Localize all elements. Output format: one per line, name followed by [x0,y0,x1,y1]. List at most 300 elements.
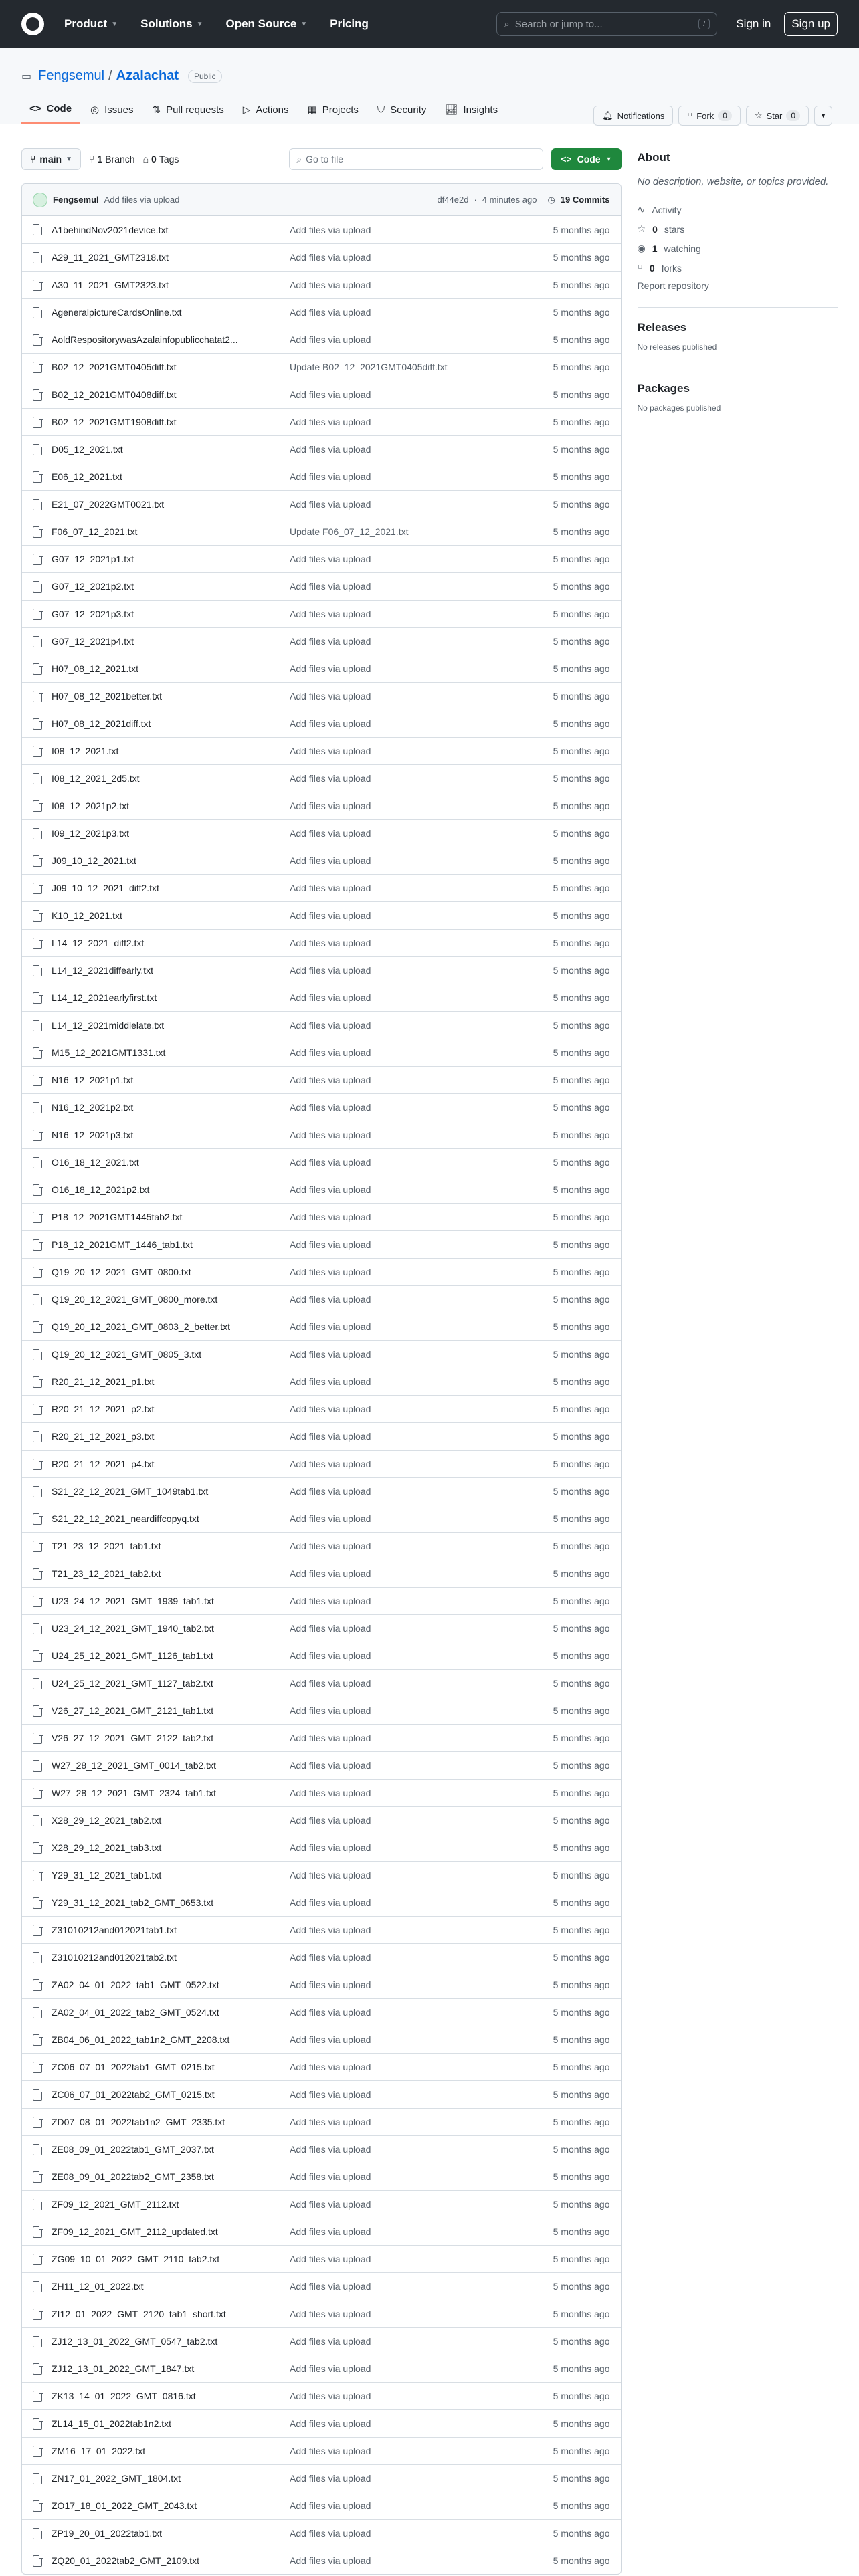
tab-code[interactable]: <> Code [21,96,80,124]
file-commit-message[interactable]: Add files via upload [290,1513,371,1524]
github-logo-icon[interactable] [21,13,44,35]
file-commit-message[interactable]: Add files via upload [290,581,371,592]
file-commit-message[interactable]: Add files via upload [290,2226,371,2237]
file-name-link[interactable]: Q19_20_12_2021_GMT_0805_3.txt [52,1349,202,1360]
file-icon [33,1925,42,1936]
table-row[interactable] [22,929,621,956]
file-name-link[interactable]: N16_12_2021p2.txt [52,1102,134,1113]
file-commit-message[interactable]: Add files via upload [290,2500,371,2511]
tab-security[interactable]: ⛉ Security [377,104,427,116]
file-commit-message[interactable]: Add files via upload [290,773,371,784]
file-name-link[interactable]: G07_12_2021p1.txt [52,554,134,564]
file-name-link[interactable]: L14_12_2021_diff2.txt [52,938,145,948]
signin-link[interactable]: Sign in [736,17,771,30]
file-commit-message[interactable]: Add files via upload [290,1568,371,1579]
file-name-link[interactable]: G07_12_2021p3.txt [52,609,134,619]
file-name-link[interactable]: I08_12_2021_2d5.txt [52,773,140,784]
file-name-link[interactable]: S21_22_12_2021_GMT_1049tab1.txt [52,1486,209,1497]
file-commit-message[interactable]: Add files via upload [290,1897,371,1908]
file-name-link[interactable]: U23_24_12_2021_GMT_1940_tab2.txt [52,1623,214,1634]
table-row[interactable] [22,2163,621,2190]
file-commit-message[interactable]: Add files via upload [290,1788,371,1798]
search-icon: ⌕ [504,18,510,30]
file-commit-message[interactable]: Add files via upload [290,636,371,647]
table-row[interactable] [22,2026,621,2053]
file-name-link[interactable]: L14_12_2021earlyfirst.txt [52,992,157,1003]
file-commit-message[interactable]: Add files via upload [290,471,371,482]
code-button[interactable]: <> Code ▼ [551,148,621,170]
table-row[interactable] [22,2053,621,2080]
star-dropdown-button[interactable] [814,106,832,126]
file-name-link[interactable]: ZM16_17_01_2022.txt [52,2446,146,2456]
file-commit-message[interactable]: Add files via upload [290,1870,371,1881]
file-name-link[interactable]: ZC06_07_01_2022tab1_GMT_0215.txt [52,2062,215,2072]
file-commit-message[interactable]: Add files via upload [290,800,371,811]
table-row[interactable] [22,408,621,435]
file-name-link[interactable]: ZJ12_13_01_2022_GMT_1847.txt [52,2363,195,2374]
fork-button[interactable]: ⑂ Fork 0 [678,106,741,126]
file-commit-message[interactable]: Add files via upload [290,1130,371,1140]
file-commit-message[interactable]: Add files via upload [290,2391,371,2401]
file-commit-message[interactable]: Add files via upload [290,910,371,921]
table-row[interactable] [22,243,621,271]
file-name-link[interactable]: ZD07_08_01_2022tab1n2_GMT_2335.txt [52,2117,225,2127]
file-commit-message[interactable]: Add files via upload [290,2199,371,2210]
table-row[interactable] [22,2108,621,2135]
file-commit-message[interactable]: Add files via upload [290,1267,371,1277]
file-name-link[interactable]: V26_27_12_2021_GMT_2122_tab2.txt [52,1733,214,1743]
file-commit-message[interactable]: Add files via upload [290,252,371,263]
file-commit-message[interactable]: Add files via upload [290,1075,371,1085]
file-name-link[interactable]: I09_12_2021p3.txt [52,828,129,839]
table-row[interactable] [22,682,621,710]
file-commit-message[interactable]: Add files via upload [290,1678,371,1689]
table-row[interactable] [22,627,621,655]
table-row[interactable] [22,1066,621,1093]
file-name-link[interactable]: Q19_20_12_2021_GMT_0800_more.txt [52,1294,218,1305]
nav-pricing[interactable]: Pricing [330,17,369,30]
file-commit-message[interactable]: Add files via upload [290,1212,371,1222]
file-commit-message[interactable]: Add files via upload [290,1979,371,1990]
table-row[interactable] [22,1532,621,1560]
file-commit-message[interactable]: Add files via upload [290,2117,371,2127]
table-row[interactable] [22,216,621,243]
file-commit-message[interactable]: Add files via upload [290,2034,371,2045]
file-name-link[interactable]: O16_18_12_2021.txt [52,1157,139,1168]
file-name-link[interactable]: Q19_20_12_2021_GMT_0800.txt [52,1267,191,1277]
table-row[interactable] [22,1039,621,1066]
file-commit-message[interactable]: Add files via upload [290,883,371,893]
table-row[interactable] [22,2300,621,2327]
nav-solutions[interactable]: Solutions ▼ [140,17,203,30]
file-commit-message[interactable]: Add files via upload [290,389,371,400]
file-name-link[interactable]: G07_12_2021p4.txt [52,636,134,647]
file-commit-message[interactable]: Add files via upload [290,1705,371,1716]
file-commit-message[interactable]: Add files via upload [290,2336,371,2347]
table-row[interactable] [22,2519,621,2547]
tab-actions[interactable]: ▷ Actions [242,104,289,116]
file-commit-message[interactable]: Add files via upload [290,1349,371,1360]
file-commit-message[interactable]: Add files via upload [290,1733,371,1743]
table-row[interactable] [22,1450,621,1477]
file-name-link[interactable]: ZG09_10_01_2022_GMT_2110_tab2.txt [52,2254,220,2264]
file-name-link[interactable]: N16_12_2021p1.txt [52,1075,134,1085]
table-row[interactable] [22,2327,621,2355]
table-row[interactable] [22,1806,621,1834]
file-name-link[interactable]: J09_10_12_2021_diff2.txt [52,883,159,893]
file-commit-message[interactable]: Add files via upload [290,828,371,839]
file-commit-message[interactable]: Add files via upload [290,2446,371,2456]
table-row[interactable] [22,1148,621,1176]
file-name-link[interactable]: W27_28_12_2021_GMT_2324_tab1.txt [52,1788,216,1798]
table-row[interactable] [22,1614,621,1642]
tab-insights[interactable]: 📈︎ Insights [445,104,498,116]
file-commit-message[interactable]: Add files via upload [290,718,371,729]
file-commit-message[interactable]: Add files via upload [290,2528,371,2539]
file-commit-message[interactable]: Add files via upload [290,1459,371,1469]
file-commit-message[interactable]: Add files via upload [290,2309,371,2319]
table-row[interactable] [22,1285,621,1313]
watching-link[interactable]: ◉ 1 watching [637,243,701,254]
file-commit-message[interactable]: Update B02_12_2021GMT0405diff.txt [290,362,448,372]
file-commit-message[interactable]: Add files via upload [290,2062,371,2072]
file-name-link[interactable]: ZF09_12_2021_GMT_2112.txt [52,2199,179,2210]
table-row[interactable] [22,847,621,874]
table-row[interactable] [22,2464,621,2492]
file-commit-message[interactable]: Add files via upload [290,2144,371,2155]
file-commit-message[interactable]: Add files via upload [290,1376,371,1387]
file-commit-message[interactable]: Add files via upload [290,1815,371,1826]
activity-link[interactable]: ∿ Activity [637,204,682,215]
table-row[interactable] [22,1422,621,1450]
table-row[interactable] [22,956,621,984]
file-commit-message[interactable]: Add files via upload [290,1623,371,1634]
table-row[interactable] [22,1916,621,1943]
file-name-link[interactable]: R20_21_12_2021_p2.txt [52,1404,155,1414]
table-row[interactable] [22,353,621,381]
table-row[interactable] [22,1669,621,1697]
file-name-link[interactable]: ZO17_18_01_2022_GMT_2043.txt [52,2500,197,2511]
table-row[interactable] [22,1971,621,1998]
table-row[interactable] [22,984,621,1011]
table-row[interactable] [22,2547,621,2574]
file-commit-message[interactable]: Add files via upload [290,280,371,290]
signup-button[interactable]: Sign up [784,12,838,36]
table-row[interactable] [22,1642,621,1669]
file-name-link[interactable]: ZP19_20_01_2022tab1.txt [52,2528,163,2539]
stars-link[interactable]: ☆ 0 stars [637,223,685,235]
file-name-link[interactable]: N16_12_2021p3.txt [52,1130,134,1140]
file-name-link[interactable]: U23_24_12_2021_GMT_1939_tab1.txt [52,1596,214,1606]
table-row[interactable] [22,326,621,353]
branches-link[interactable]: ⑂ 1 Branch [89,154,135,165]
file-commit-message[interactable]: Add files via upload [290,746,371,756]
table-row[interactable] [22,435,621,463]
table-row[interactable] [22,463,621,490]
table-row[interactable] [22,600,621,627]
file-name-link[interactable]: A1behindNov2021device.txt [52,224,169,235]
file-commit-message[interactable]: Add files via upload [290,1486,371,1497]
file-name-link[interactable]: AoldRespositorywasAzalainfopublicchatat2... [52,334,238,345]
file-commit-message[interactable]: Add files via upload [290,1925,371,1935]
file-name-link[interactable]: T21_23_12_2021_tab2.txt [52,1568,161,1579]
file-commit-message[interactable]: Add files via upload [290,2418,371,2429]
file-commit-message[interactable]: Add files via upload [290,499,371,510]
repo-owner-link[interactable]: Fengsemul [38,68,105,83]
file-name-link[interactable]: ZA02_04_01_2022_tab2_GMT_0524.txt [52,2007,219,2018]
file-commit-message[interactable]: Add files via upload [290,965,371,976]
commit-message[interactable]: Add files via upload [104,195,180,205]
file-name-link[interactable]: S21_22_12_2021_neardiffcopyq.txt [52,1513,199,1524]
file-commit-message[interactable]: Add files via upload [290,2363,371,2374]
tab-pull-requests[interactable]: ⇅ Pull requests [152,104,224,116]
table-row[interactable] [22,1889,621,1916]
file-commit-message[interactable]: Add files via upload [290,1596,371,1606]
file-commit-message[interactable]: Add files via upload [290,1294,371,1305]
file-name-link[interactable]: ZA02_04_01_2022_tab1_GMT_0522.txt [52,1979,219,1990]
file-name-link[interactable]: F06_07_12_2021.txt [52,526,138,537]
branch-icon: ⑂ [89,154,95,165]
file-name-link[interactable]: G07_12_2021p2.txt [52,581,134,592]
table-row[interactable] [22,1861,621,1889]
table-row[interactable] [22,1176,621,1203]
file-commit-message[interactable]: Add files via upload [290,1842,371,1853]
table-row[interactable] [22,1313,621,1340]
file-name-link[interactable]: V26_27_12_2021_GMT_2121_tab1.txt [52,1705,214,1716]
table-row[interactable] [22,2355,621,2382]
file-name-link[interactable]: L14_12_2021diffearly.txt [52,965,154,976]
file-commit-message[interactable]: Add files via upload [290,1650,371,1661]
file-commit-message[interactable]: Add files via upload [290,444,371,455]
file-name-link[interactable]: Z31010212and012021tab1.txt [52,1925,177,1935]
file-name-link[interactable]: I08_12_2021p2.txt [52,800,129,811]
file-commit-message[interactable]: Add files via upload [290,938,371,948]
file-commit-message[interactable]: Add files via upload [290,307,371,318]
commit-hash[interactable]: df44e2d [437,195,469,205]
file-commit-message[interactable]: Update F06_07_12_2021.txt [290,526,409,537]
tab-issues[interactable]: ◎ Issues [90,104,134,116]
table-row[interactable] [22,1093,621,1121]
file-name-link[interactable]: ZB04_06_01_2022_tab1n2_GMT_2208.txt [52,2034,230,2045]
search-input[interactable]: ⌕ Search or jump to... / [496,12,717,36]
file-commit-message[interactable]: Add files via upload [290,1952,371,1963]
table-row[interactable] [22,1230,621,1258]
file-commit-message[interactable]: Add files via upload [290,1404,371,1414]
file-name-link[interactable]: ZF09_12_2021_GMT_2112_updated.txt [52,2226,218,2237]
table-row[interactable] [22,2135,621,2163]
branch-selector[interactable]: ⑂ main ▼ [21,148,81,170]
file-name-link[interactable]: ZJ12_13_01_2022_GMT_0547_tab2.txt [52,2336,218,2347]
file-commit-message[interactable]: Add files via upload [290,1239,371,1250]
file-name-link[interactable]: L14_12_2021middlelate.txt [52,1020,165,1031]
file-commit-message[interactable]: Add files via upload [290,417,371,427]
file-name-link[interactable]: ZE08_09_01_2022tab1_GMT_2037.txt [52,2144,214,2155]
table-row[interactable] [22,792,621,819]
go-to-file-input[interactable]: ⌕ Go to file [289,148,543,170]
file-name-link[interactable]: B02_12_2021GMT0405diff.txt [52,362,177,372]
file-commit-message[interactable]: Add files via upload [290,992,371,1003]
table-row[interactable] [22,710,621,737]
table-row[interactable] [22,1724,621,1751]
file-name-link[interactable]: Z31010212and012021tab2.txt [52,1952,177,1963]
table-row[interactable] [22,764,621,792]
file-name-link[interactable]: W27_28_12_2021_GMT_0014_tab2.txt [52,1760,216,1771]
file-commit-message[interactable]: Add files via upload [290,1020,371,1031]
file-name-link[interactable]: H07_08_12_2021diff.txt [52,718,151,729]
file-name-link[interactable]: E06_12_2021.txt [52,471,122,482]
commit-author[interactable]: Fengsemul [53,195,99,205]
table-row[interactable] [22,271,621,298]
file-name-link[interactable]: AgeneralpictureCardsOnline.txt [52,307,182,318]
file-name-link[interactable]: R20_21_12_2021_p4.txt [52,1459,155,1469]
file-commit-message[interactable]: Add files via upload [290,2089,371,2100]
file-name-link[interactable]: M15_12_2021GMT1331.txt [52,1047,166,1058]
table-row[interactable] [22,518,621,545]
table-row[interactable] [22,1121,621,1148]
star-button[interactable]: ☆ Star 0 [746,106,809,126]
file-name-link[interactable]: ZI12_01_2022_GMT_2120_tab1_short.txt [52,2309,226,2319]
file-name-link[interactable]: B02_12_2021GMT1908diff.txt [52,417,177,427]
table-row[interactable] [22,490,621,518]
table-row[interactable] [22,1368,621,1395]
file-name-link[interactable]: O16_18_12_2021p2.txt [52,1184,150,1195]
file-name-link[interactable]: ZK13_14_01_2022_GMT_0816.txt [52,2391,196,2401]
table-row[interactable] [22,737,621,764]
file-commit-message[interactable]: Add files via upload [290,663,371,674]
table-row[interactable] [22,1834,621,1861]
table-row[interactable] [22,381,621,408]
repo-name-link[interactable]: Azalachat [116,68,179,83]
table-row[interactable] [22,1560,621,1587]
file-name-link[interactable]: ZE08_09_01_2022tab2_GMT_2358.txt [52,2171,214,2182]
file-commit-message[interactable]: Add files via upload [290,2171,371,2182]
report-repository-link[interactable]: Report repository [637,280,709,291]
file-commit-message[interactable]: Add files via upload [290,1431,371,1442]
nav-open-source[interactable]: Open Source ▼ [225,17,308,30]
file-name-link[interactable]: P18_12_2021GMT_1446_tab1.txt [52,1239,193,1250]
file-name-link[interactable]: U24_25_12_2021_GMT_1127_tab2.txt [52,1678,213,1689]
tags-link[interactable]: ⌂ 0 Tags [142,154,179,165]
table-row[interactable] [22,2190,621,2218]
table-row[interactable] [22,1505,621,1532]
table-row[interactable] [22,2409,621,2437]
table-row[interactable] [22,1587,621,1614]
file-commit-message[interactable]: Add files via upload [290,1102,371,1113]
table-row[interactable] [22,545,621,572]
table-row[interactable] [22,2080,621,2108]
table-row[interactable] [22,2492,621,2519]
file-commit-message[interactable]: Add files via upload [290,1321,371,1332]
table-row[interactable] [22,1340,621,1368]
table-row[interactable] [22,1697,621,1724]
file-commit-message[interactable]: Add files via upload [290,1184,371,1195]
file-name-link[interactable]: ZL14_15_01_2022tab1n2.txt [52,2418,172,2429]
file-commit-message[interactable]: Add files via upload [290,2473,371,2484]
file-name-link[interactable]: E21_07_2022GMT0021.txt [52,499,165,510]
releases-heading[interactable]: Releases [637,321,687,334]
file-name-link[interactable]: A29_11_2021_GMT2318.txt [52,252,169,263]
table-row[interactable] [22,1395,621,1422]
file-commit-message[interactable]: Add files via upload [290,2007,371,2018]
table-row[interactable] [22,1751,621,1779]
table-row[interactable] [22,1477,621,1505]
table-row[interactable] [22,2245,621,2272]
table-row[interactable] [22,655,621,682]
commits-count-link[interactable]: 19 Commits [560,195,610,205]
table-row[interactable] [22,819,621,847]
file-commit-time: 5 months ago [553,2391,610,2401]
table-row[interactable] [22,2218,621,2245]
table-row[interactable] [22,2272,621,2300]
file-commit-message[interactable]: Add files via upload [290,2555,371,2566]
file-name-link[interactable]: Y29_31_12_2021_tab2_GMT_0653.txt [52,1897,214,1908]
table-row[interactable] [22,874,621,901]
file-name-link[interactable]: H07_08_12_2021.txt [52,663,138,674]
avatar[interactable] [33,193,47,207]
file-commit-message[interactable]: Add files via upload [290,1047,371,1058]
file-name-link[interactable]: I08_12_2021.txt [52,746,119,756]
file-name-link[interactable]: Q19_20_12_2021_GMT_0803_2_better.txt [52,1321,230,1332]
file-name-link[interactable]: P18_12_2021GMT1445tab2.txt [52,1212,183,1222]
file-commit-message[interactable]: Add files via upload [290,1541,371,1551]
tab-projects[interactable]: ▦ Projects [307,104,359,116]
table-row[interactable] [22,1998,621,2026]
table-row[interactable] [22,298,621,326]
table-row[interactable] [22,1779,621,1806]
table-row[interactable] [22,1943,621,1971]
file-commit-message[interactable]: Add files via upload [290,691,371,702]
file-name-link[interactable]: D05_12_2021.txt [52,444,123,455]
file-commit-message[interactable]: Add files via upload [290,855,371,866]
file-name-link[interactable]: X28_29_12_2021_tab2.txt [52,1815,162,1826]
file-name-link[interactable]: J09_10_12_2021.txt [52,855,136,866]
table-row[interactable] [22,2382,621,2409]
file-commit-message[interactable]: Add files via upload [290,2254,371,2264]
table-row[interactable] [22,2437,621,2464]
table-row[interactable] [22,1011,621,1039]
file-name-link[interactable]: R20_21_12_2021_p3.txt [52,1431,155,1442]
packages-heading[interactable]: Packages [637,382,690,395]
file-name-link[interactable]: ZH11_12_01_2022.txt [52,2281,144,2292]
file-commit-message[interactable]: Add files via upload [290,554,371,564]
forks-link[interactable]: ⑂ 0 forks [637,262,682,274]
file-name-link[interactable]: T21_23_12_2021_tab1.txt [52,1541,161,1551]
file-name-link[interactable]: X28_29_12_2021_tab3.txt [52,1842,162,1853]
nav-product[interactable]: Product ▼ [64,17,118,30]
table-row[interactable] [22,1258,621,1285]
table-row[interactable] [22,572,621,600]
file-name-link[interactable]: ZN17_01_2022_GMT_1804.txt [52,2473,181,2484]
file-name-link[interactable]: U24_25_12_2021_GMT_1126_tab1.txt [52,1650,213,1661]
table-row[interactable] [22,901,621,929]
file-name-link[interactable]: ZC06_07_01_2022tab2_GMT_0215.txt [52,2089,215,2100]
file-name-link[interactable]: ZQ20_01_2022tab2_GMT_2109.txt [52,2555,200,2566]
file-name-link[interactable]: Y29_31_12_2021_tab1.txt [52,1870,162,1881]
file-commit-message[interactable]: Add files via upload [290,334,371,345]
file-name-link[interactable]: A30_11_2021_GMT2323.txt [52,280,169,290]
file-name-link[interactable]: K10_12_2021.txt [52,910,122,921]
file-name-link[interactable]: B02_12_2021GMT0408diff.txt [52,389,177,400]
file-commit-message[interactable]: Add files via upload [290,1157,371,1168]
file-commit-message[interactable]: Add files via upload [290,609,371,619]
file-name-link[interactable]: H07_08_12_2021better.txt [52,691,163,702]
notifications-button[interactable]: 🔔︎ Notifications [593,106,673,126]
file-commit-message[interactable]: Add files via upload [290,2281,371,2292]
file-name-link[interactable]: R20_21_12_2021_p1.txt [52,1376,155,1387]
file-commit-message[interactable]: Add files via upload [290,1760,371,1771]
file-commit-message[interactable]: Add files via upload [290,224,371,235]
table-row[interactable] [22,1203,621,1230]
